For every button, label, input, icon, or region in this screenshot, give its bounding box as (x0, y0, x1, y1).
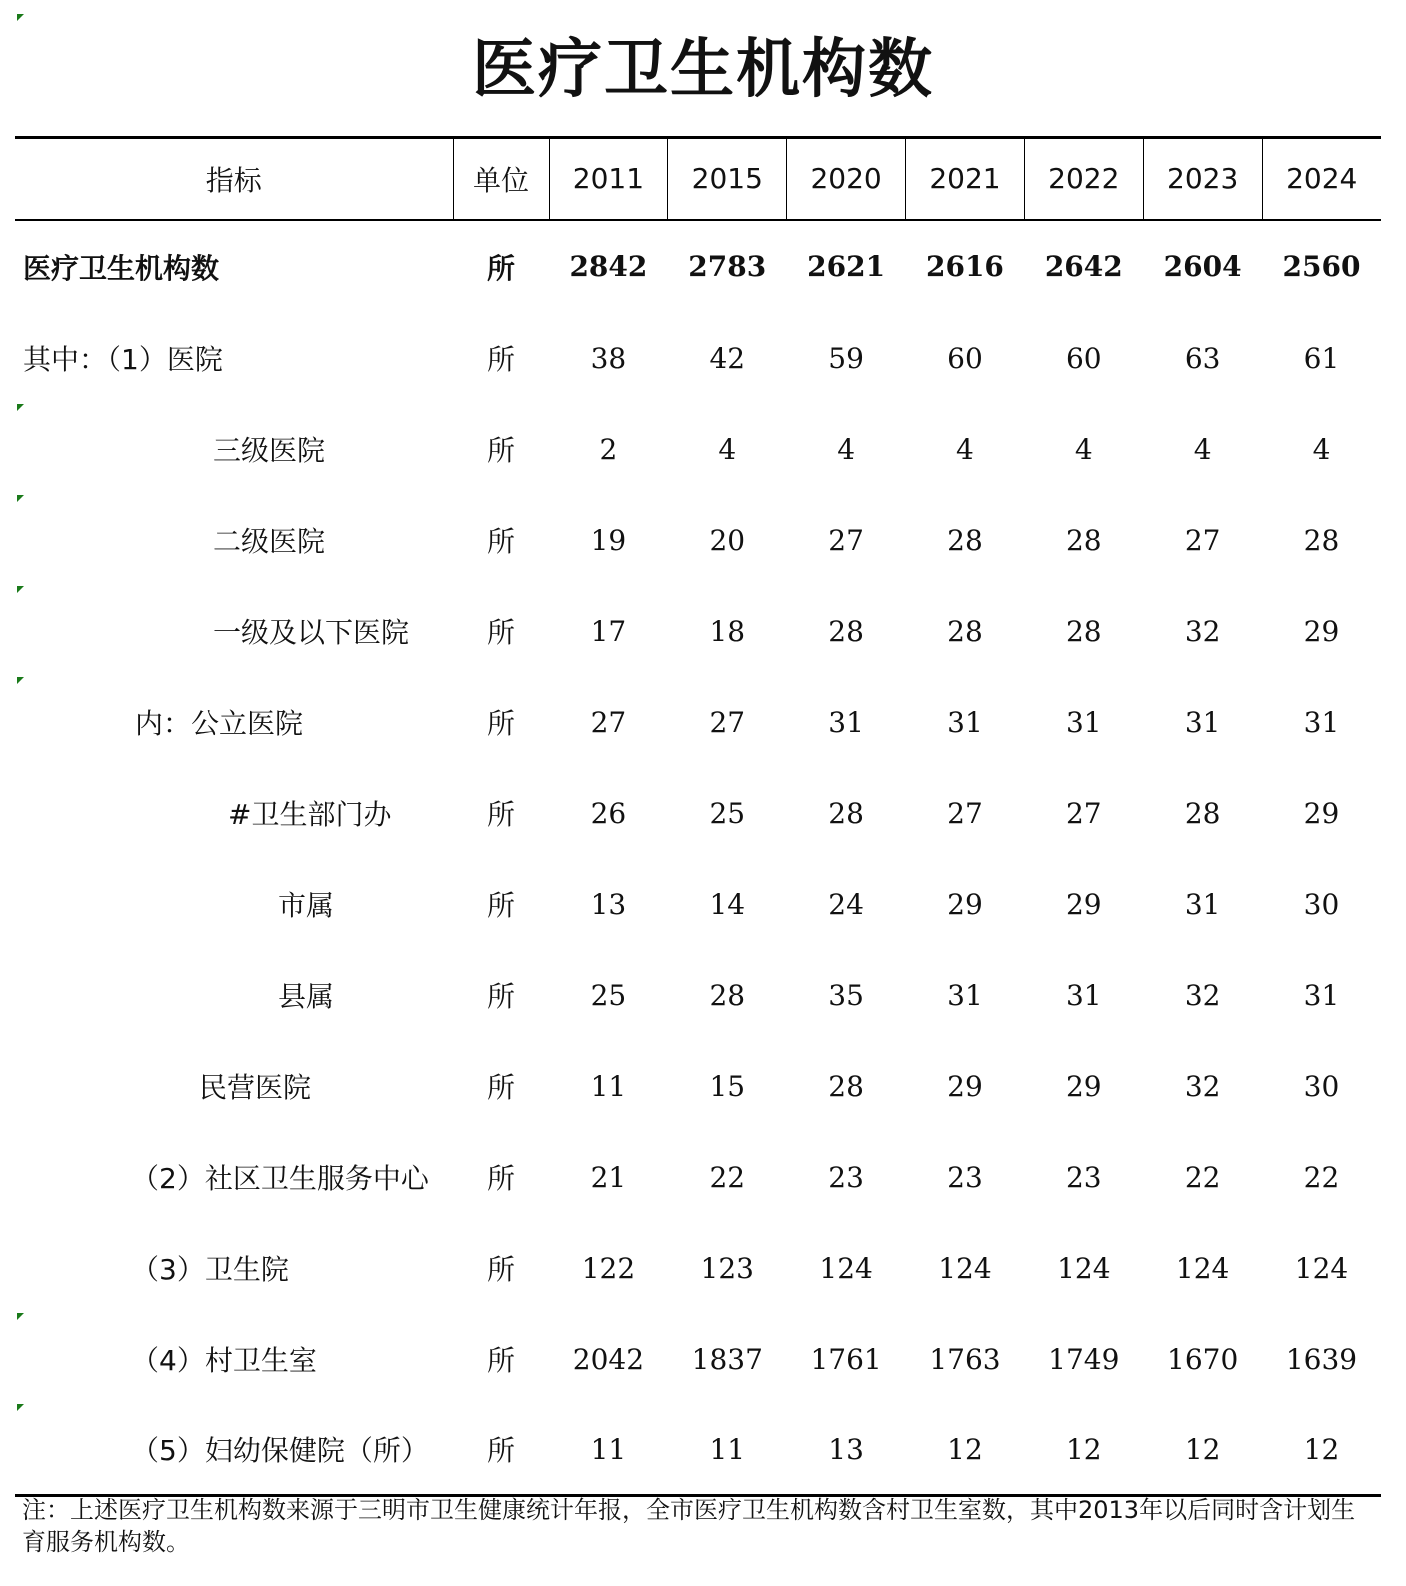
table-row (15, 1314, 1381, 1405)
row-unit: 所 (486, 616, 515, 649)
value-cell: 27 (947, 796, 983, 830)
table-row (15, 313, 1381, 404)
header-year: 2020 (787, 138, 906, 220)
value-cell: 17 (590, 614, 627, 648)
row-unit: 所 (486, 980, 515, 1013)
value-cell: 23 (828, 1160, 864, 1194)
value-cell: 27 (590, 705, 627, 739)
value-cell: 123 (700, 1251, 754, 1285)
value-cell: 29 (947, 887, 983, 921)
value-cell: 29 (1303, 796, 1340, 830)
value-cell: 31 (947, 978, 983, 1012)
value-cell: 60 (947, 341, 983, 375)
row-unit: 所 (486, 251, 515, 285)
value-cell: 124 (1294, 1251, 1349, 1285)
table-row (15, 859, 1381, 950)
value-cell: 26 (590, 796, 627, 830)
page-title: 医疗卫生机构数 (472, 32, 934, 107)
row-label: 其中：（1）医院 (23, 343, 223, 376)
header-year: 2021 (906, 138, 1025, 220)
cell-marker (17, 677, 24, 684)
value-cell: 31 (1184, 887, 1221, 921)
table-row (15, 1041, 1381, 1132)
row-unit: 所 (486, 343, 515, 376)
row-unit: 所 (486, 1253, 515, 1286)
value-cell: 2042 (572, 1342, 645, 1376)
value-cell: 11 (668, 1405, 787, 1496)
value-cell: 31 (1065, 705, 1102, 739)
row-label: 县属 (278, 980, 335, 1013)
value-cell: 29 (1065, 1069, 1102, 1103)
value-cell: 28 (828, 796, 864, 830)
value-cell: 32 (1184, 1069, 1221, 1103)
cell-marker (17, 404, 24, 411)
value-cell: 1749 (1048, 1342, 1120, 1376)
value-cell: 4 (1312, 432, 1331, 466)
header-year: 2022 (1024, 138, 1143, 220)
value-cell: 25 (590, 978, 627, 1012)
value-cell: 2560 (1282, 250, 1361, 283)
value-cell: 28 (1065, 523, 1102, 557)
value-cell: 27 (828, 523, 864, 557)
header-year: 2024 (1262, 138, 1381, 220)
value-cell: 24 (828, 887, 864, 921)
value-cell: 30 (1303, 887, 1340, 921)
value-cell: 11 (549, 1405, 668, 1496)
value-cell: 29 (947, 1069, 983, 1103)
value-cell: 28 (1065, 614, 1102, 648)
value-cell: 19 (590, 523, 627, 557)
table-row (15, 495, 1381, 586)
row-label: （2）社区卫生服务中心 (131, 1162, 429, 1195)
value-cell: 2604 (1163, 250, 1242, 283)
value-cell: 28 (947, 523, 983, 557)
value-cell: 30 (1303, 1069, 1340, 1103)
value-cell: 35 (828, 978, 864, 1012)
value-cell: 1761 (810, 1342, 882, 1376)
header-year: 2015 (668, 138, 787, 220)
value-cell: 1837 (691, 1342, 763, 1376)
row-label: 民营医院 (199, 1071, 312, 1104)
value-cell: 13 (590, 887, 627, 921)
header-indicator: 指标 (205, 163, 262, 197)
table-row (15, 586, 1381, 677)
value-cell: 124 (938, 1251, 992, 1285)
value-cell: 31 (947, 705, 983, 739)
value-cell: 2621 (807, 250, 886, 283)
value-cell: 23 (1065, 1160, 1102, 1194)
value-cell: 63 (1184, 341, 1221, 375)
row-label: 二级医院 (213, 525, 326, 558)
row-unit: 所 (486, 889, 515, 922)
value-cell: 23 (947, 1160, 983, 1194)
value-cell: 28 (947, 614, 983, 648)
value-cell: 124 (1175, 1251, 1230, 1285)
value-cell: 21 (590, 1160, 627, 1194)
value-cell: 60 (1065, 341, 1102, 375)
table-body (15, 220, 1381, 1496)
row-unit: 所 (486, 1162, 515, 1195)
value-cell: 28 (1303, 523, 1340, 557)
value-cell: 1639 (1285, 1342, 1358, 1376)
value-cell: 12 (1024, 1405, 1143, 1496)
row-unit: 所 (486, 707, 515, 740)
cell-marker (17, 1404, 24, 1411)
value-cell: 27 (709, 705, 746, 739)
value-cell: 124 (819, 1251, 873, 1285)
value-cell: 29 (1065, 887, 1102, 921)
value-cell: 4 (837, 432, 856, 466)
value-cell: 15 (709, 1069, 746, 1103)
value-cell: 22 (1184, 1160, 1221, 1194)
value-cell: 2642 (1044, 250, 1123, 283)
cell-marker (17, 586, 24, 593)
value-cell: 14 (709, 887, 746, 921)
value-cell: 22 (1303, 1160, 1340, 1194)
header-year: 2011 (549, 138, 668, 220)
table-row (15, 950, 1381, 1041)
data-table (15, 136, 1381, 1497)
table-row (15, 1132, 1381, 1223)
row-label: 三级医院 (213, 434, 326, 467)
row-label: 一级及以下医院 (213, 616, 410, 649)
value-cell: 27 (1184, 523, 1221, 557)
footnote: 注：上述医疗卫生机构数来源于三明市卫生健康统计年报，全市医疗卫生机构数含村卫生室数，其中2013年以后同时含计划生育服务机构数。 (22, 1496, 1356, 1556)
value-cell: 12 (906, 1405, 1025, 1496)
value-cell: 31 (1184, 705, 1221, 739)
row-unit: 所 (486, 1071, 515, 1104)
cell-marker (17, 1313, 24, 1320)
value-cell: 2842 (569, 250, 648, 283)
value-cell: 31 (1065, 978, 1102, 1012)
value-cell: 4 (1074, 432, 1093, 466)
header-row (15, 138, 1381, 220)
value-cell: 22 (709, 1160, 746, 1194)
row-unit: 所 (453, 1405, 549, 1496)
header-year: 2023 (1143, 138, 1262, 220)
value-cell: 12 (1262, 1405, 1381, 1496)
table-row (15, 677, 1381, 768)
value-cell: 28 (1184, 796, 1221, 830)
data-table-container (15, 136, 1376, 1497)
value-cell: 13 (787, 1405, 906, 1496)
row-label: 医疗卫生机构数 (23, 251, 220, 285)
row-label: 市属 (278, 889, 335, 922)
value-cell: 61 (1303, 341, 1340, 375)
row-label: （4）村卫生室 (131, 1344, 317, 1377)
table-row (15, 1223, 1381, 1314)
value-cell: 122 (581, 1251, 636, 1285)
table-row (15, 768, 1381, 859)
value-cell: 38 (590, 341, 627, 375)
row-label: #卫生部门办 (228, 798, 392, 831)
header-unit: 单位 (453, 138, 549, 220)
row-label: 内：公立医院 (135, 707, 304, 740)
value-cell: 4 (1193, 432, 1212, 466)
value-cell: 2616 (925, 250, 1004, 283)
value-cell: 4 (718, 432, 737, 466)
value-cell: 11 (590, 1069, 627, 1103)
value-cell: 28 (828, 614, 864, 648)
value-cell: 29 (1303, 614, 1340, 648)
row-label: （5）妇幼保健院（所） (15, 1405, 453, 1496)
value-cell: 4 (956, 432, 974, 466)
value-cell: 59 (828, 341, 864, 375)
value-cell: 27 (1065, 796, 1102, 830)
table-row (15, 1405, 1381, 1496)
value-cell: 32 (1184, 614, 1221, 648)
value-cell: 2783 (688, 250, 767, 283)
value-cell: 28 (709, 978, 746, 1012)
cell-marker (17, 495, 24, 502)
row-unit: 所 (486, 525, 515, 558)
value-cell: 31 (1303, 978, 1340, 1012)
value-cell: 42 (709, 341, 746, 375)
value-cell: 12 (1143, 1405, 1262, 1496)
row-unit: 所 (486, 798, 515, 831)
row-unit: 所 (486, 1344, 515, 1377)
value-cell: 20 (709, 523, 746, 557)
table-header (15, 138, 1381, 220)
value-cell: 2 (599, 432, 618, 466)
table-row (15, 220, 1381, 313)
value-cell: 18 (709, 614, 746, 648)
row-label: （3）卫生院 (131, 1253, 289, 1286)
value-cell: 32 (1184, 978, 1221, 1012)
table-row (15, 404, 1381, 495)
value-cell: 25 (709, 796, 746, 830)
row-unit: 所 (486, 434, 515, 467)
value-cell: 1670 (1167, 1342, 1239, 1376)
value-cell: 31 (828, 705, 864, 739)
value-cell: 1763 (929, 1342, 1001, 1376)
value-cell: 124 (1057, 1251, 1111, 1285)
value-cell: 28 (828, 1069, 864, 1103)
value-cell: 31 (1303, 705, 1340, 739)
